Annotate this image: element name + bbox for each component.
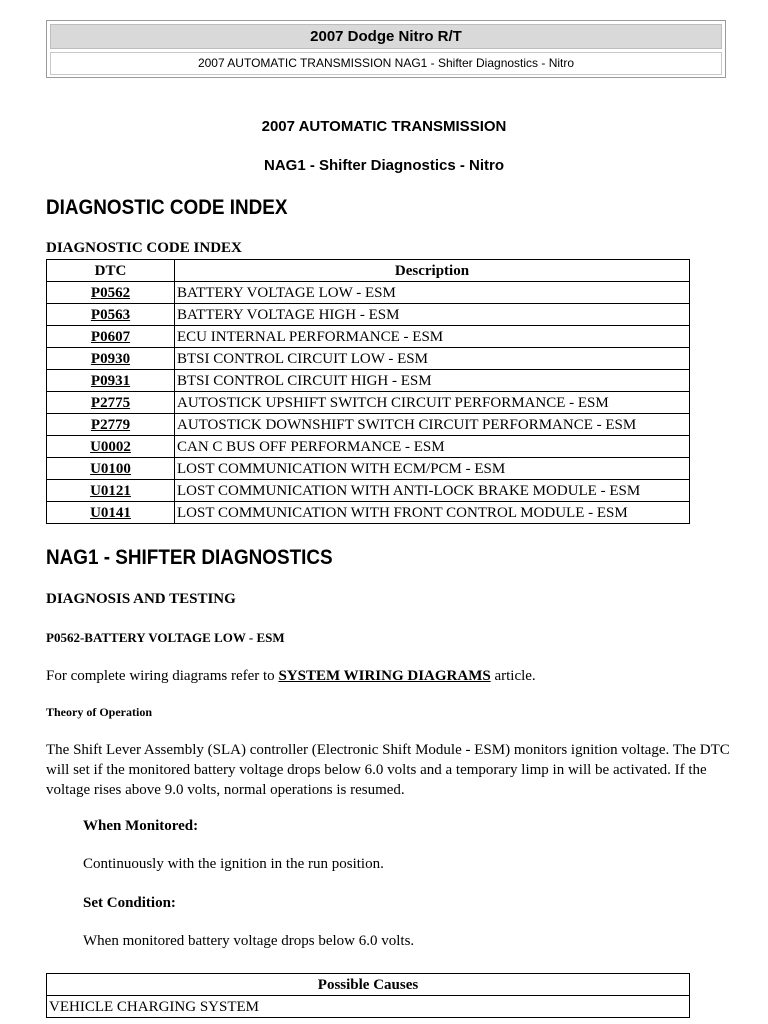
dtc-link[interactable]: U0141	[47, 502, 175, 524]
column-header-description: Description	[175, 260, 690, 282]
dtc-heading-p0562: P0562-BATTERY VOLTAGE LOW - ESM	[46, 630, 285, 645]
table-caption: DIAGNOSTIC CODE INDEX	[46, 240, 242, 256]
table-row	[47, 392, 690, 414]
diagnostic-code-table	[46, 259, 690, 524]
causes-header-row	[47, 974, 690, 996]
theory-paragraph: The Shift Lever Assembly (SLA) controller (Electronic Shift Module - ESM) monitors ignition voltage. The DTC will set if the monitored battery voltage drops below 6.0 volts and a temporary limp in will be activated. If the voltage rises above 9.0 volts, normal operations is resumed.	[46, 742, 730, 798]
dtc-link[interactable]: P2775	[47, 392, 175, 414]
doc-heading-transmission: 2007 AUTOMATIC TRANSMISSION	[261, 118, 507, 135]
wiring-text-after: article.	[490, 668, 536, 684]
set-condition-label: Set Condition:	[83, 895, 176, 911]
dtc-description: BATTERY VOLTAGE HIGH - ESM	[175, 304, 690, 326]
possible-cause: VEHICLE CHARGING SYSTEM	[47, 996, 690, 1018]
dtc-link[interactable]: U0100	[47, 458, 175, 480]
table-row	[47, 458, 690, 480]
system-wiring-diagrams-link[interactable]: SYSTEM WIRING DIAGRAMS	[278, 668, 491, 684]
dtc-link[interactable]: P0562	[47, 282, 175, 304]
dtc-link[interactable]: P2779	[47, 414, 175, 436]
dtc-description: LOST COMMUNICATION WITH ANTI-LOCK BRAKE MODULE - ESM	[175, 480, 690, 502]
dtc-link[interactable]: P0930	[47, 348, 175, 370]
dtc-link[interactable]: P0607	[47, 326, 175, 348]
dtc-description: BTSI CONTROL CIRCUIT LOW - ESM	[175, 348, 690, 370]
column-header-dtc: DTC	[47, 260, 175, 282]
dtc-link[interactable]: P0931	[47, 370, 175, 392]
section-title-code-index: DIAGNOSTIC CODE INDEX	[46, 196, 288, 219]
section-title-shifter-diagnostics: NAG1 - SHIFTER DIAGNOSTICS	[46, 546, 333, 569]
table-row	[47, 326, 690, 348]
doc-heading-shifter: NAG1 - Shifter Diagnostics - Nitro	[263, 157, 505, 174]
document-header	[46, 20, 726, 78]
theory-heading: Theory of Operation	[46, 705, 152, 719]
column-header-possible-causes: Possible Causes	[47, 974, 690, 996]
table-row	[47, 304, 690, 326]
dtc-link[interactable]: P0563	[47, 304, 175, 326]
diagnosis-heading: DIAGNOSIS AND TESTING	[46, 591, 236, 607]
when-monitored-label: When Monitored:	[83, 818, 199, 834]
table-row	[47, 436, 690, 458]
document-subtitle: 2007 AUTOMATIC TRANSMISSION NAG1 - Shifter Diagnostics - Nitro	[50, 52, 722, 75]
table-row	[47, 370, 690, 392]
table-row	[47, 348, 690, 370]
wiring-reference	[46, 666, 736, 686]
wiring-text-before: For complete wiring diagrams refer to	[46, 668, 279, 684]
set-condition-text: When monitored battery voltage drops below 6.0 volts.	[83, 933, 415, 949]
dtc-description: AUTOSTICK DOWNSHIFT SWITCH CIRCUIT PERFORMANCE - ESM	[175, 414, 690, 436]
table-row	[47, 414, 690, 436]
table-row	[47, 480, 690, 502]
dtc-description: LOST COMMUNICATION WITH ECM/PCM - ESM	[175, 458, 690, 480]
dtc-description: BTSI CONTROL CIRCUIT HIGH - ESM	[175, 370, 690, 392]
table-row	[47, 996, 690, 1018]
table-row	[47, 282, 690, 304]
when-monitored-text: Continuously with the ignition in the run position.	[83, 856, 384, 872]
table-row	[47, 502, 690, 524]
dtc-description: BATTERY VOLTAGE LOW - ESM	[175, 282, 690, 304]
table-header-row	[47, 260, 690, 282]
dtc-description: CAN C BUS OFF PERFORMANCE - ESM	[175, 436, 690, 458]
dtc-link[interactable]: U0121	[47, 480, 175, 502]
vehicle-title: 2007 Dodge Nitro R/T	[50, 24, 722, 49]
dtc-description: ECU INTERNAL PERFORMANCE - ESM	[175, 326, 690, 348]
possible-causes-table	[46, 973, 690, 1018]
dtc-description: LOST COMMUNICATION WITH FRONT CONTROL MODULE - ESM	[175, 502, 690, 524]
dtc-link[interactable]: U0002	[47, 436, 175, 458]
dtc-description: AUTOSTICK UPSHIFT SWITCH CIRCUIT PERFORMANCE - ESM	[175, 392, 690, 414]
